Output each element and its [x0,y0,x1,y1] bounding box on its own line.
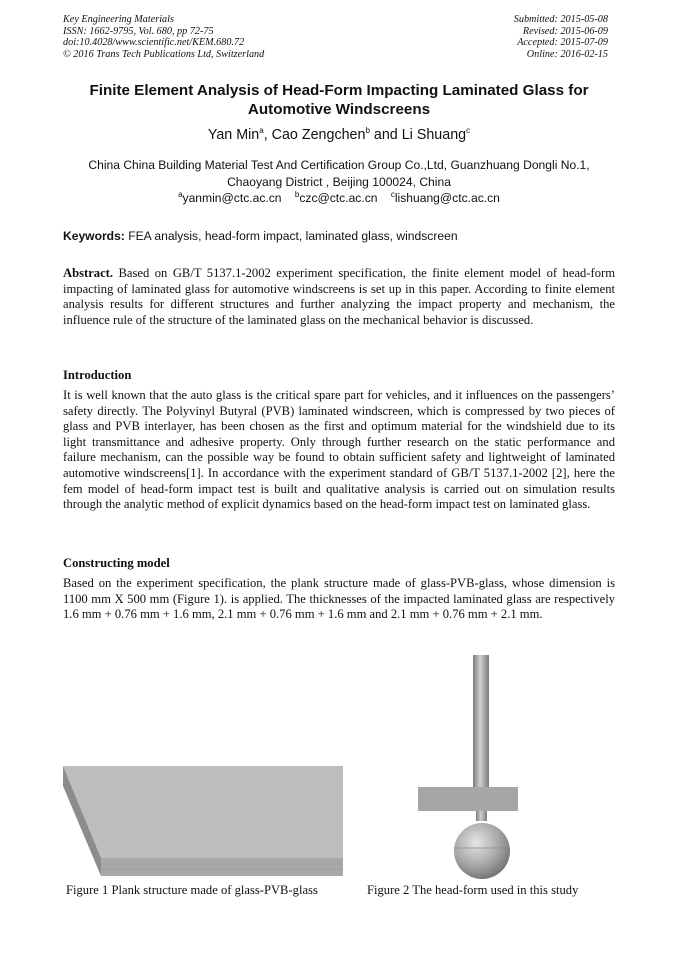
affiliation: China China Building Material Test And Certification Group Co.,Ltd, Guanzhuang Dongli No.1, Chaoyang District , Beijing 100024, China [88,158,590,189]
author-sup: a [259,126,264,136]
author-name: Yan Min [207,127,260,143]
figure-1-caption: Figure 1 Plank structure made of glass-PVB-glass [66,883,318,897]
online-date: Online: 2016-02-15 [526,48,608,60]
author-sep: , [263,127,272,143]
author-name: Cao Zengchen [271,127,366,143]
email-address[interactable]: yanmin@ctc.ac.cn [182,191,282,205]
email-item [178,191,281,205]
paper-title: Finite Element Analysis of Head-Form Impacting Laminated Glass for Automotive Windscreens [89,82,589,118]
head-form-figure [412,655,522,880]
impactor-neck [476,811,487,821]
email-address[interactable]: lishuang@ctc.ac.cn [394,191,500,205]
journal-header-right [514,14,608,60]
section-heading-constructing-model: Constructing model [63,556,170,570]
section-heading-introduction: Introduction [63,368,132,382]
email-sup: b [294,189,300,199]
impactor-rod [473,655,489,787]
author-name: Li Shuang [401,127,467,143]
email-sup: c [390,189,395,199]
submitted-date: Submitted: 2015-05-08 [513,14,608,25]
impactor-ball [454,823,510,879]
author-list [60,127,618,143]
abstract [63,266,615,328]
author-sup: c [466,126,471,136]
plank-top-face [63,766,343,858]
email-address[interactable]: czc@ctc.ac.cn [299,191,378,205]
keywords-text: FEA analysis, head-form impact, laminated glass, windscreen [124,229,458,243]
impactor-plate [418,787,518,811]
copyright-line: © 2016 Trans Tech Publications Ltd, Switzerland [63,48,265,60]
email-item [391,191,500,205]
email-item [295,191,378,205]
email-sup: a [178,189,183,199]
author-sup: b [365,126,370,136]
journal-header-left [63,14,264,60]
accepted-date: Accepted: 2015-07-09 [517,37,608,49]
keywords [63,229,615,243]
email-list [60,191,618,205]
revised-date: Revised: 2015-06-09 [522,25,608,37]
author-sep: and [369,127,402,143]
figure-2-caption: Figure 2 The head-form used in this study [367,883,579,897]
model-paragraph: Based on the experiment specification, the plank structure made of glass-PVB-glass, whose dimension is 1100 mm X 500 mm (Figure 1). is applied. The thicknesses of the impacted laminated glass are respectively 1.6 mm + 0.76 mm + 1.6 mm, 2.1 mm + 0.76 mm + 1.6 mm and 2.1 mm + 0.76 mm + 2.1 mm. [63,576,615,622]
journal-name: Key Engineering Materials [63,14,174,25]
abstract-text: Based on GB/T 5137.1-2002 experiment specification, the finite element model of head-form impacting of laminated glass for automotive windscreens is set up in this paper. According to finite element analysis results for different structures and further analyzing the impact property and mechanism, the influence rule of the structure of the laminated glass on the mechanical behavior is discussed. [63,266,615,327]
doi-line: doi:10.4028/www.scientific.net/KEM.680.72 [63,37,245,49]
abstract-label: Abstract. [63,266,114,280]
issn-line: ISSN: 1662-9795, Vol. 680, pp 72-75 [63,25,214,37]
introduction-paragraph: It is well known that the auto glass is the critical spare part for vehicles, and it influences on the passengers’ safety directly. The Polyvinyl Butyral (PVB) laminated windscreen, which is compressed by two pieces of glass and PVB interlayer, has been chosen as the first and optimum material for the windshield due to its light transmittance and adhesive property. Only through further research on the static performance and failure mechanism, can the possible way be found to obtain sufficient safety and lightweight of laminated automotive windscreens[1]. In accordance with the experiment standard of GB/T 5137.1-2002 [2], here the fem model of head-form impact test is built and qualitative analysis is carried out on simulation results through the analytic method of explicit dynamics based on the head-form impact test on laminated glass. [63,388,615,512]
keywords-label: Keywords: [63,229,125,243]
plank-front-face [101,858,343,876]
plank-structure-figure [63,766,343,876]
